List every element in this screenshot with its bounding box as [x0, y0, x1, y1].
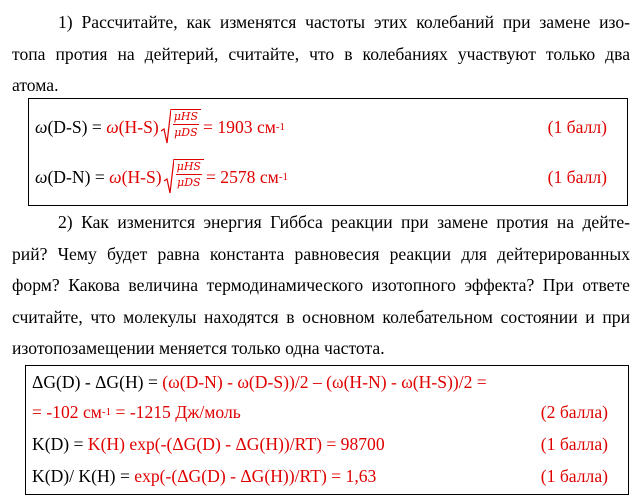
square-root — [164, 159, 204, 195]
rhs-text: = -102 см — [32, 401, 102, 422]
answer-row-delta-g-value: = -102 см -1 = -1215 Дж/моль (2 балла) — [26, 396, 628, 428]
omega-symbol: ω — [35, 116, 48, 137]
radical-sign-icon — [164, 159, 174, 195]
points-label: (1 балла) — [540, 433, 608, 454]
square-root — [161, 109, 201, 145]
answer-row-d-s: ω (D-S) = ω (H-S) $\frac{\text{μHS}}{\text{μDS}}$ = 1903 см -1 (1 балл) — [29, 107, 627, 147]
omega-symbol: ω — [106, 116, 119, 137]
answer-row-d-n: ω (D-N) = ω (H-S) $\frac{\text{μHS}}{\text{μDS}}$ = 2578 см -1 (1 балл) — [29, 157, 627, 197]
answer-box-1 — [28, 98, 628, 206]
lhs-text: K(D) = — [32, 433, 88, 454]
lhs-text: (D-S) = — [47, 116, 107, 137]
rhs-text: K(H) exp(-(ΔG(D) - ΔG(H))/RT) = 98700 — [87, 433, 385, 454]
rhs-text: (H-S) — [118, 116, 159, 137]
question-1 — [12, 7, 630, 102]
result-text: = 2578 см — [205, 166, 279, 187]
answer-row-k-d — [26, 428, 628, 460]
question-2-line: 2) Как изменится энергия Гиббса реакции при замене протия на дейте- — [58, 212, 630, 232]
answer-row-k-ratio — [26, 460, 628, 492]
lhs-text: ΔG(D) - ΔG(H) = — [32, 371, 163, 392]
radical-sign-icon — [161, 109, 171, 145]
rhs-text: (ω(D-N) - ω(D-S))/2 – (ω(H-N) - ω(H-S))/2 = — [162, 371, 487, 392]
answer-box-2 — [25, 365, 629, 495]
lhs-text: K(D)/ K(H) = — [32, 465, 135, 486]
omega-symbol: ω — [35, 166, 48, 187]
fraction-numerator: μHS — [176, 160, 201, 173]
question-1-line: атома. — [12, 75, 59, 95]
fraction-numerator: μHS — [173, 110, 199, 123]
points-label: (1 балл) — [547, 166, 607, 187]
mass-ratio-fraction — [174, 159, 204, 195]
fraction-denominator: μDS — [177, 176, 201, 189]
question-2-line: изотопозамещении меняется только одна частота. — [12, 338, 385, 358]
mass-ratio-fraction — [171, 109, 201, 145]
omega-symbol: ω — [109, 166, 122, 187]
points-label: (1 балла) — [540, 465, 608, 486]
question-2-line: считайте, что молекулы находятся в основном колебательном состоянии и при — [12, 306, 630, 327]
points-label: (1 балл) — [547, 116, 607, 137]
rhs-text: exp(-(ΔG(D) - ΔG(H))/RT) = 1,63 — [134, 465, 377, 486]
question-2-line: рий? Чему будет равна константа равновесия реакции для дейтерированных — [12, 243, 630, 264]
question-2 — [12, 207, 630, 365]
rhs-text: (H-S) — [121, 166, 162, 187]
question-1-line: 1) Рассчитайте, как изменятся частоты этих колебаний при замене изо- — [58, 12, 630, 32]
question-1-line: топа протия на дейтерий, считайте, что в колебаниях участвуют только два — [12, 43, 630, 64]
fraction-denominator: μDS — [174, 126, 198, 139]
answer-row-delta-g — [26, 366, 628, 398]
rhs-tail-text: = -1215 Дж/моль — [111, 401, 241, 422]
question-2-line: форм? Какова величина термодинамического изотопного эффекта? При ответе — [12, 275, 630, 295]
lhs-text: (D-N) = — [47, 166, 110, 187]
result-text: = 1903 см — [203, 116, 276, 137]
points-label: (2 балла) — [540, 401, 608, 422]
